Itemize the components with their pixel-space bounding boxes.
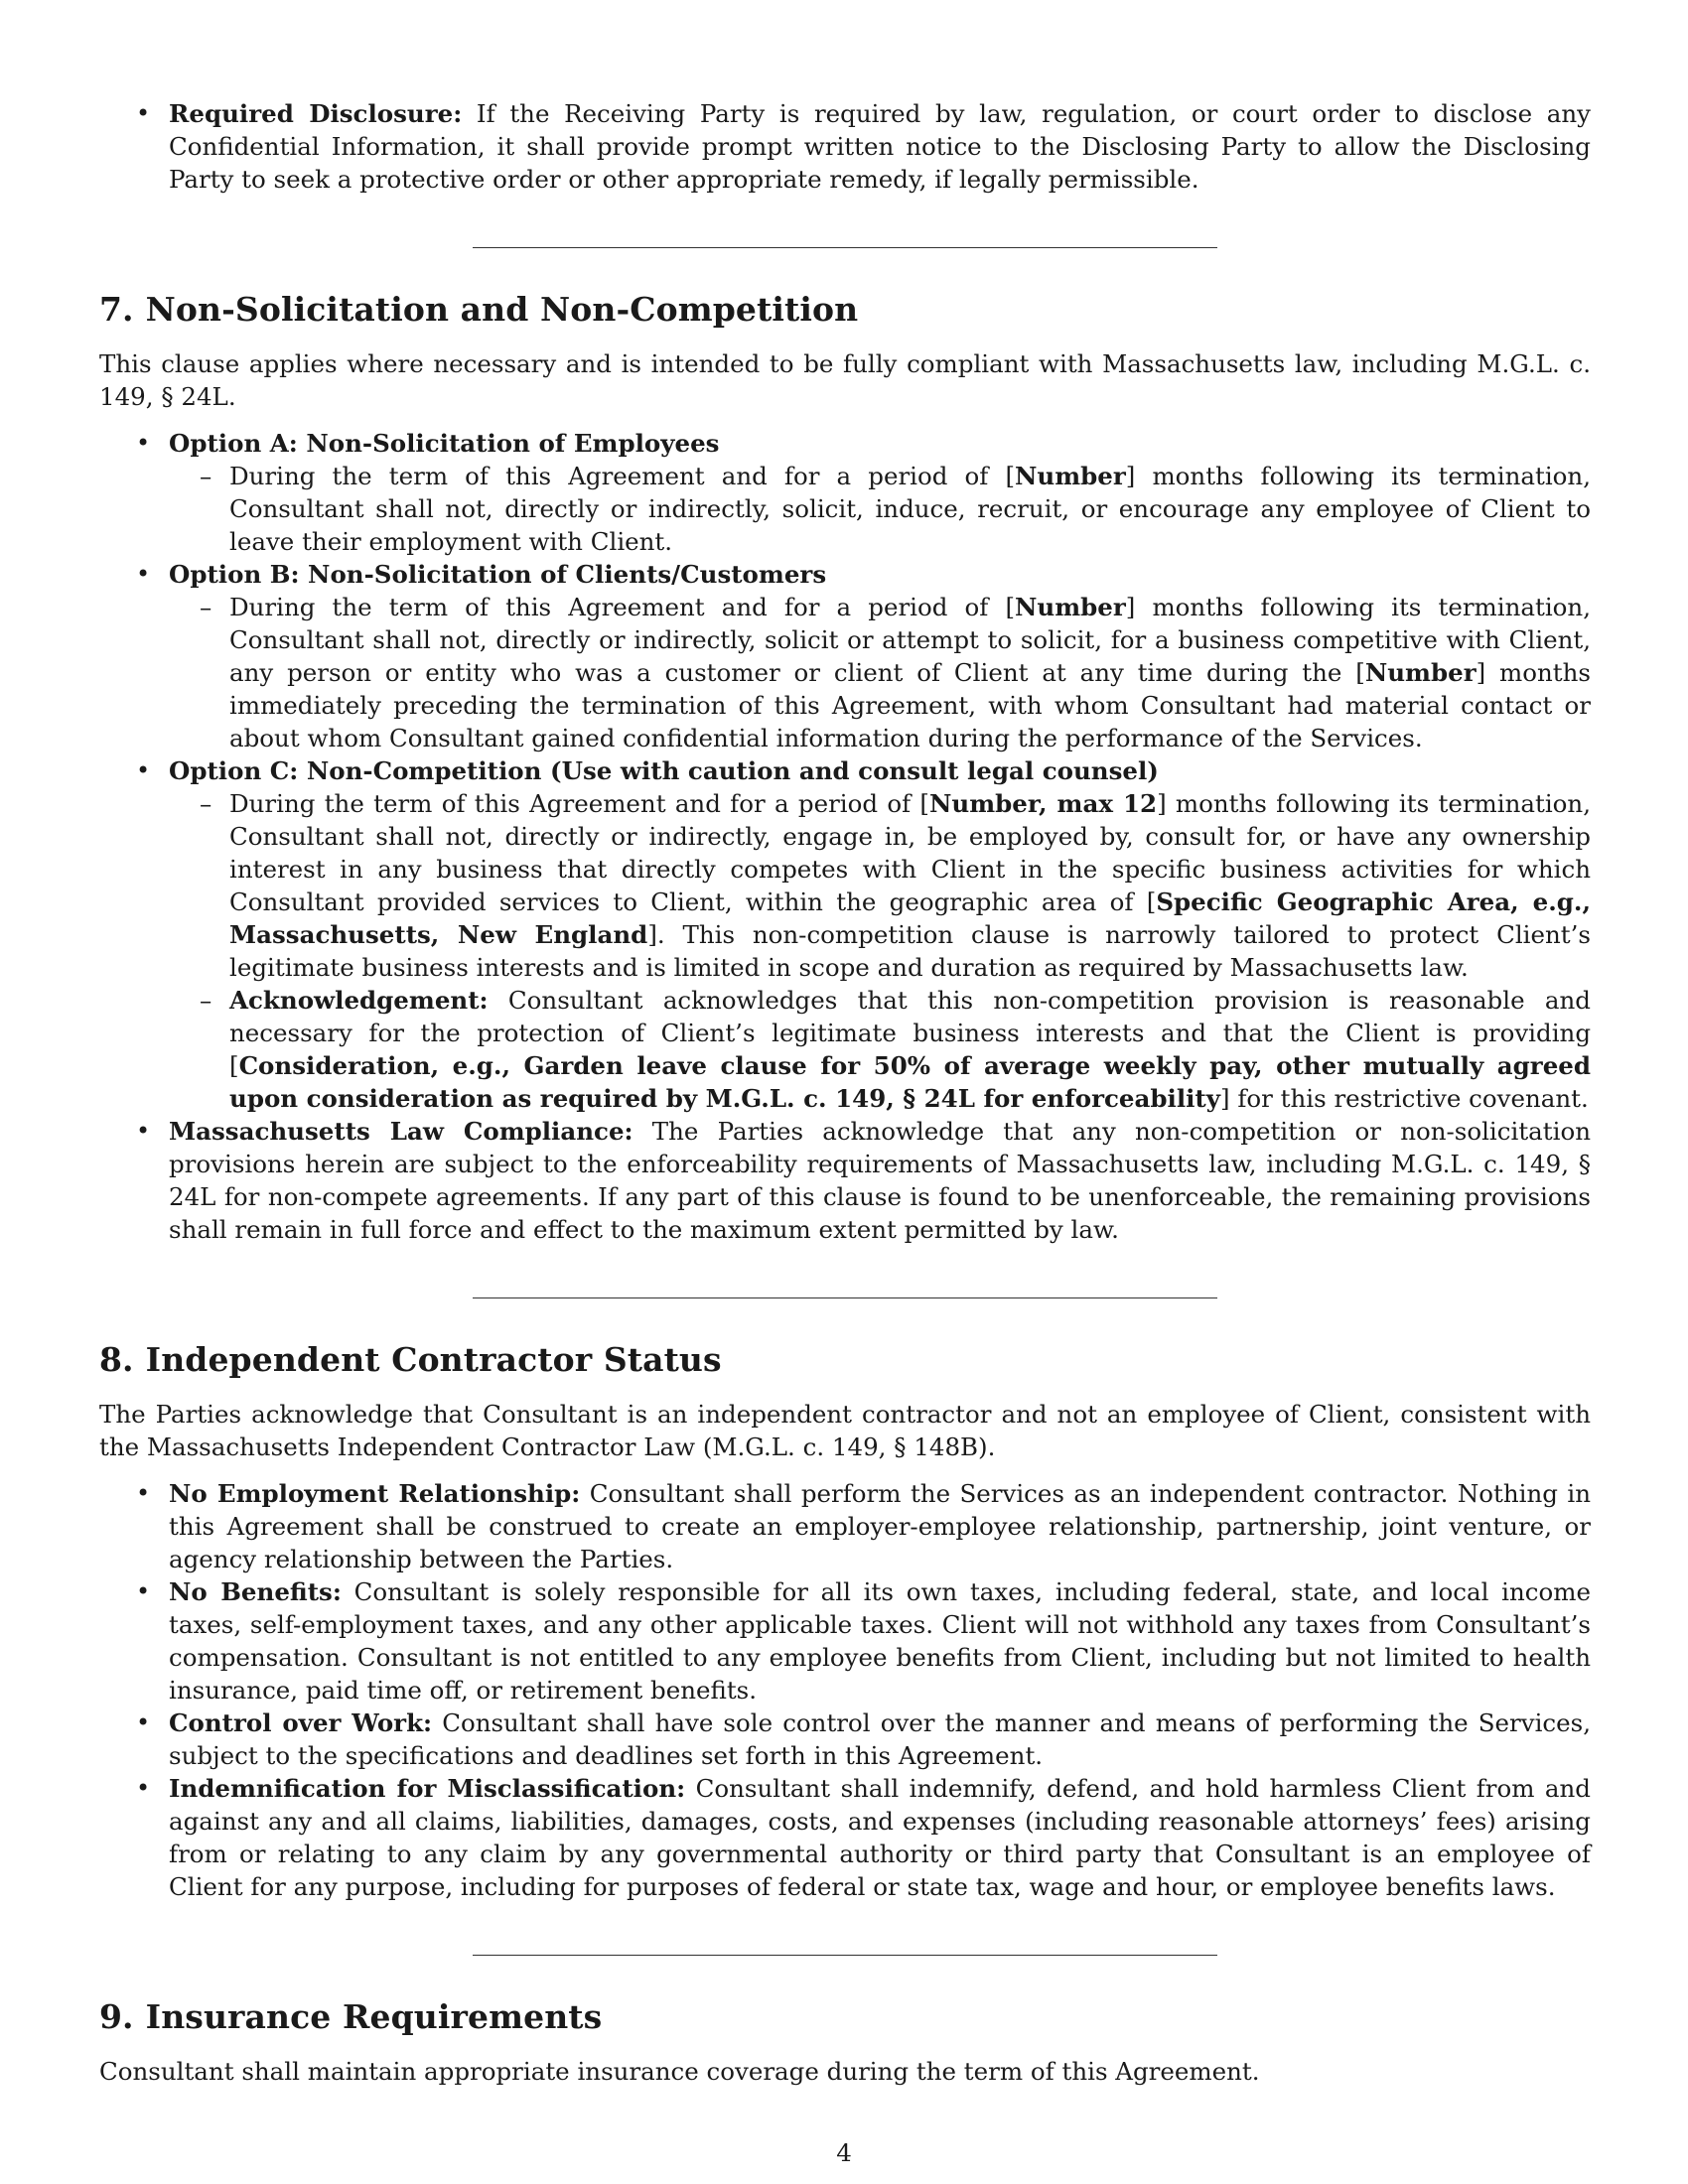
item-text: Consultant shall indemnify, defend, and hold harmless Client from and against any and all claims, liabilities, damages, costs, and expenses (including reasonable attorneys’ fees) arising from or relating to any claim by any governmental authority or third party that Consultant is an employee of Client for any purpose, including for purposes of federal or state tax, wage and hour, or employee benefits laws. — [169, 1774, 1591, 1901]
section-7-intro: This clause applies where necessary and is intended to be fully compliant with Massachusetts law, including M.G.L. c. 149, § 24L. — [99, 349, 1591, 411]
section-title: Independent Contractor Status — [145, 1340, 722, 1379]
section-divider — [473, 1955, 1217, 1956]
text-run: ]. This non-competition clause is narrowly tailored to protect Client’s legitimate business interests and is limited in scope and duration as required by Massachusetts law. — [229, 920, 1591, 982]
list-item — [99, 1772, 1591, 1903]
item-text: Consultant is solely responsible for all its own taxes, including federal, state, and local income taxes, self-employment taxes, and any other applicable taxes. Client will not withhold any taxes from Consultant’s compensation. Consultant is not entitled to any employee benefits from Client, including but not limited to health insurance, paid time off, or retirement benefits. — [169, 1577, 1591, 1705]
page-number: 4 — [836, 2138, 852, 2167]
item-label: No Benefits: — [169, 1577, 342, 1606]
section-number: 8. — [99, 1340, 134, 1379]
placeholder-field: Number — [1364, 658, 1477, 687]
option-c-label: Option C: Non-Competition (Use with caution and consult legal counsel) — [169, 756, 1159, 785]
text-run: ] for this restrictive covenant. — [1219, 1084, 1589, 1113]
section-9-intro: Consultant shall maintain appropriate insurance coverage during the term of this Agreement. — [99, 2057, 1260, 2086]
text-run: ] months following its termination, Consultant shall not, directly or indirectly, engage in, be employed by, consult for, or have any ownership interest in any business that directly competes with Client in the specific business activities for which Consultant provided services to Client, within the geographic area of [ — [229, 789, 1591, 916]
option-c-text — [169, 787, 1591, 984]
section-8-intro: The Parties acknowledge that Consultant is an independent contractor and not an employee of Client, consistent with the Massachusetts Independent Contractor Law (M.G.L. c. 149, § 148B). — [99, 1400, 1591, 1461]
section-8-list — [99, 1477, 1591, 1903]
option-a-label: Option A: Non-Solicitation of Employees — [169, 429, 720, 458]
section-8-heading — [99, 1340, 1591, 1380]
option-a-sublist — [169, 460, 1591, 558]
placeholder-field: Specific Geographic Area, e.g., Massachusetts, New England — [229, 887, 1591, 949]
option-b-label: Option B: Non-Solicitation of Clients/Customers — [169, 560, 827, 589]
text-run: During the term of this Agreement and for a period of [ — [229, 462, 1016, 490]
item-label: Massachusetts Law Compliance: — [169, 1117, 633, 1146]
option-b-sublist — [169, 591, 1591, 754]
section-9-heading — [99, 1997, 1591, 2037]
item-text: The Parties acknowledge that any non-competition or non-solicitation provisions herein are subject to the enforceability requirements of Massachusetts law, including M.G.L. c. 149, § 24L for non-compete agreements. If any part of this clause is found to be unenforceable, the remaining provisions shall remain in full force and effect to the maximum extent permitted by law. — [169, 1117, 1591, 1244]
option-c-sublist — [169, 787, 1591, 1115]
placeholder-field: Number — [1015, 462, 1126, 490]
list-item-option-b — [99, 558, 1591, 754]
list-item — [99, 1706, 1591, 1772]
confidentiality-list — [99, 97, 1591, 196]
section-number: 7. — [99, 290, 134, 329]
option-c-acknowledgement — [169, 984, 1591, 1115]
section-divider — [473, 247, 1217, 248]
item-label: Required Disclosure: — [169, 99, 463, 128]
document-page — [99, 97, 1591, 2088]
list-item — [99, 1477, 1591, 1575]
text-run: During the term of this Agreement and for a period of [ — [229, 789, 929, 818]
item-text: If the Receiving Party is required by law, regulation, or court order to disclose any Confidential Information, it shall provide prompt written notice to the Disclosing Party to allow the Disclosing Party to seek a protective order or other appropriate remedy, if legally permissible. — [169, 99, 1591, 194]
text-run: ] months following its termination, Consultant shall not, directly or indirectly, solicit or attempt to solicit, for a business competitive with Client, any person or entity who was a customer or client of Client at any time during the [ — [229, 593, 1591, 687]
text-run: Consultant acknowledges that this non-competition provision is reasonable and necessary for the protection of Client’s legitimate business interests and that the Client is providing [ — [229, 986, 1591, 1080]
option-b-text — [169, 591, 1591, 754]
list-item-option-a — [99, 427, 1591, 558]
section-7-list — [99, 427, 1591, 1246]
item-text: Consultant shall perform the Services as an independent contractor. Nothing in this Agreement shall be construed to create an employer-employee relationship, partnership, joint venture, or agency relationship between the Parties. — [169, 1479, 1592, 1573]
section-number: 9. — [99, 1997, 134, 2036]
section-divider — [473, 1297, 1217, 1298]
option-a-text — [169, 460, 1591, 558]
list-item-required-disclosure — [99, 97, 1591, 196]
section-title: Non-Solicitation and Non-Competition — [145, 290, 859, 329]
placeholder-field: Number — [1015, 593, 1126, 621]
section-7-heading — [99, 290, 1591, 330]
placeholder-field: Consideration, e.g., Garden leave clause for 50% of average weekly pay, other mutually agreed upon consideration as required by M.G.L. c. 149, § 24L for enforceability — [229, 1051, 1591, 1113]
text-run: ] months immediately preceding the termination of this Agreement, with whom Consultant had material contact or about whom Consultant gained confidential information during the performance of the Services. — [229, 658, 1591, 752]
item-label: Indemnification for Misclassification: — [169, 1774, 686, 1803]
list-item-option-c — [99, 754, 1591, 1115]
placeholder-field: Number, max 12 — [929, 789, 1158, 818]
item-text: Consultant shall have sole control over the manner and means of performing the Services, subject to the specifications and deadlines set forth in this Agreement. — [169, 1708, 1591, 1770]
text-run: During the term of this Agreement and for a period of [ — [229, 593, 1016, 621]
text-run: ] months following its termination, Consultant shall not, directly or indirectly, solicit, induce, recruit, or encourage any employee of Client to leave their employment with Client. — [229, 462, 1591, 556]
item-label: No Employment Relationship: — [169, 1479, 581, 1508]
item-label: Control over Work: — [169, 1708, 433, 1737]
section-title: Insurance Requirements — [145, 1997, 603, 2036]
acknowledgement-label: Acknowledgement: — [229, 986, 489, 1015]
list-item-massachusetts-compliance — [99, 1115, 1591, 1246]
list-item — [99, 1575, 1591, 1706]
